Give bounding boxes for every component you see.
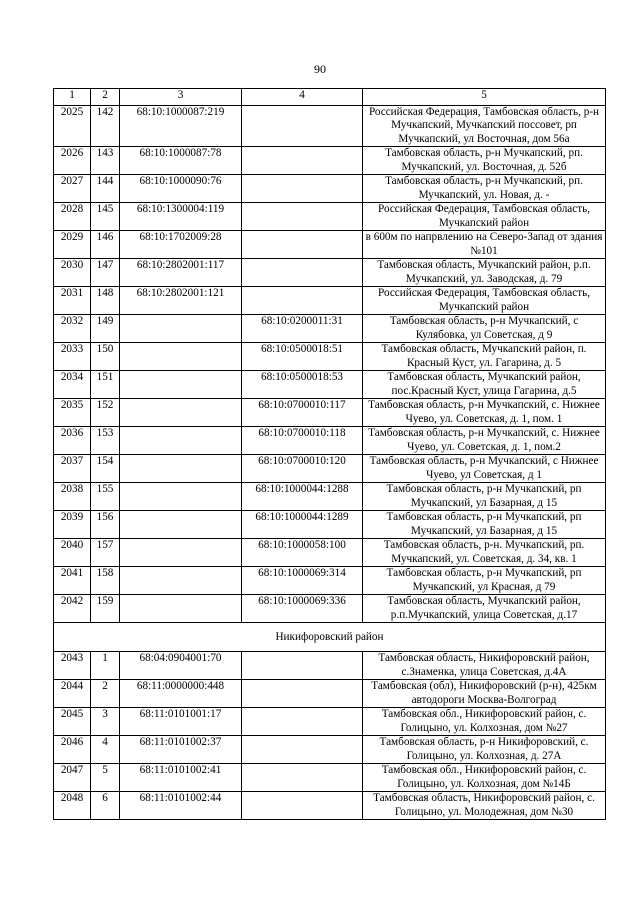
building-cadastral-number-cell	[242, 147, 363, 175]
record-number-cell: 2029	[54, 231, 91, 259]
cadastral-number-cell: 68:10:1702009:28	[120, 231, 242, 259]
building-cadastral-number-cell	[242, 680, 363, 708]
cadastral-number-cell: 68:10:1000087:219	[120, 106, 242, 147]
local-number-cell: 159	[91, 595, 120, 623]
cadastral-number-cell: 68:11:0101001:17	[120, 708, 242, 736]
local-number-cell: 151	[91, 371, 120, 399]
cadastral-number-cell	[120, 315, 242, 343]
address-cell: Тамбовская область, р-н Мучкапский, с Кулябовка, ул Советская, д 9	[363, 315, 606, 343]
table-row	[54, 595, 606, 623]
record-number-cell: 2041	[54, 567, 91, 595]
cadastral-number-cell	[120, 511, 242, 539]
address-cell: Тамбовская область, р-н Мучкапский, рп. Мучкапский, ул. Восточная, д. 52б	[363, 147, 606, 175]
table-row	[54, 371, 606, 399]
local-number-cell: 153	[91, 427, 120, 455]
building-cadastral-number-cell: 68:10:0700010:117	[242, 399, 363, 427]
address-cell: Тамбовская область, р-н Мучкапский, рп. Мучкапский, ул. Новая, д. -	[363, 175, 606, 203]
address-cell: Тамбовская область, р-н Мучкапский, с Нижнее Чуево, ул Советская, д 1	[363, 455, 606, 483]
record-number-cell: 2033	[54, 343, 91, 371]
building-cadastral-number-cell: 68:10:1000044:1288	[242, 483, 363, 511]
header-col-2: 2	[91, 89, 120, 106]
building-cadastral-number-cell: 68:10:0200011:31	[242, 315, 363, 343]
table-row	[54, 287, 606, 315]
record-number-cell: 2040	[54, 539, 91, 567]
cadastral-number-cell: 68:11:0000000:448	[120, 680, 242, 708]
record-number-cell: 2028	[54, 203, 91, 231]
table-row	[54, 511, 606, 539]
building-cadastral-number-cell	[242, 652, 363, 680]
record-number-cell: 2043	[54, 652, 91, 680]
cadastral-number-cell: 68:04:0904001:70	[120, 652, 242, 680]
table-row	[54, 203, 606, 231]
record-number-cell: 2044	[54, 680, 91, 708]
record-number-cell: 2037	[54, 455, 91, 483]
address-cell: Тамбовская область, р-н Мучкапский, рп Мучкапский, ул Базарная, д 15	[363, 511, 606, 539]
table-row	[54, 399, 606, 427]
building-cadastral-number-cell: 68:10:0500018:51	[242, 343, 363, 371]
building-cadastral-number-cell: 68:10:0700010:118	[242, 427, 363, 455]
building-cadastral-number-cell: 68:10:1000058:100	[242, 539, 363, 567]
local-number-cell: 148	[91, 287, 120, 315]
table-header	[54, 89, 606, 106]
address-cell: Тамбовская область, р-н Никифоровский, с. Голицыно, ул. Колхозная, д. 27А	[363, 736, 606, 764]
address-cell: в 600м по напрвлению на Северо-Запад от здания №101	[363, 231, 606, 259]
local-number-cell: 157	[91, 539, 120, 567]
address-cell: Российская Федерация, Тамбовская область, Мучкапский район	[363, 287, 606, 315]
local-number-cell: 146	[91, 231, 120, 259]
record-number-cell: 2048	[54, 792, 91, 820]
property-registry-table	[53, 88, 606, 820]
local-number-cell: 4	[91, 736, 120, 764]
building-cadastral-number-cell	[242, 203, 363, 231]
cadastral-number-cell	[120, 539, 242, 567]
table-row	[54, 539, 606, 567]
building-cadastral-number-cell: 68:10:0700010:120	[242, 455, 363, 483]
building-cadastral-number-cell	[242, 259, 363, 287]
record-number-cell: 2030	[54, 259, 91, 287]
building-cadastral-number-cell: 68:10:1000069:336	[242, 595, 363, 623]
cadastral-number-cell	[120, 455, 242, 483]
local-number-cell: 155	[91, 483, 120, 511]
building-cadastral-number-cell: 68:10:1000069:314	[242, 567, 363, 595]
address-cell: Тамбовская область, Никифоровский район, с.Знаменка, улица Советская, д.4А	[363, 652, 606, 680]
address-cell: Тамбовская область, Мучкапский район, р.п. Мучкапский, ул. Заводская, д. 79	[363, 259, 606, 287]
cadastral-number-cell: 68:10:2802001:121	[120, 287, 242, 315]
record-number-cell: 2035	[54, 399, 91, 427]
local-number-cell: 2	[91, 680, 120, 708]
address-cell: Тамбовская (обл), Никифоровский (р-н), 425км автодороги Москва-Волгоград	[363, 680, 606, 708]
table-row	[54, 315, 606, 343]
building-cadastral-number-cell	[242, 736, 363, 764]
local-number-cell: 158	[91, 567, 120, 595]
address-cell: Российская Федерация, Тамбовская область, Мучкапский район	[363, 203, 606, 231]
table-row	[54, 708, 606, 736]
local-number-cell: 1	[91, 652, 120, 680]
record-number-cell: 2042	[54, 595, 91, 623]
mukapsky-rows	[54, 106, 606, 623]
section-title: Никифоровский район	[54, 623, 606, 652]
local-number-cell: 150	[91, 343, 120, 371]
section-header-row	[54, 623, 606, 652]
table-row	[54, 764, 606, 792]
local-number-cell: 6	[91, 792, 120, 820]
local-number-cell: 149	[91, 315, 120, 343]
record-number-cell: 2036	[54, 427, 91, 455]
table-row	[54, 175, 606, 203]
address-cell: Тамбовская область, Никифоровский район, с. Голицыно, ул. Молодежная, дом №30	[363, 792, 606, 820]
record-number-cell: 2039	[54, 511, 91, 539]
building-cadastral-number-cell: 68:10:0500018:53	[242, 371, 363, 399]
section-header-group	[54, 623, 606, 652]
building-cadastral-number-cell	[242, 106, 363, 147]
building-cadastral-number-cell	[242, 231, 363, 259]
building-cadastral-number-cell: 68:10:1000044:1289	[242, 511, 363, 539]
table-row	[54, 259, 606, 287]
table-row	[54, 231, 606, 259]
cadastral-number-cell: 68:10:1000090:76	[120, 175, 242, 203]
address-cell: Российская Федерация, Тамбовская область, р-н Мучкапский, Мучкапский поссовет, рп Мучкапский, ул Восточная, дом 56а	[363, 106, 606, 147]
cadastral-number-cell	[120, 399, 242, 427]
address-cell: Тамбовская обл., Никифоровский район, с. Голицыно, ул. Колхозная, дом №14Б	[363, 764, 606, 792]
local-number-cell: 142	[91, 106, 120, 147]
address-cell: Тамбовская область, р-н Мучкапский, с. Нижнее Чуево, ул. Советская, д. 1, пом.2	[363, 427, 606, 455]
table-row	[54, 483, 606, 511]
local-number-cell: 152	[91, 399, 120, 427]
record-number-cell: 2027	[54, 175, 91, 203]
header-col-3: 3	[120, 89, 242, 106]
local-number-cell: 147	[91, 259, 120, 287]
address-cell: Тамбовская область, Мучкапский район, п. Красный Куст, ул. Гагарина, д. 5	[363, 343, 606, 371]
table-row	[54, 147, 606, 175]
local-number-cell: 5	[91, 764, 120, 792]
address-cell: Тамбовская область, р-н Мучкапский, с. Нижнее Чуево, ул. Советская, д. 1, пом. 1	[363, 399, 606, 427]
building-cadastral-number-cell	[242, 708, 363, 736]
record-number-cell: 2038	[54, 483, 91, 511]
cadastral-number-cell: 68:10:2802001:117	[120, 259, 242, 287]
table-row	[54, 455, 606, 483]
cadastral-number-cell	[120, 595, 242, 623]
cadastral-number-cell: 68:11:0101002:41	[120, 764, 242, 792]
record-number-cell: 2034	[54, 371, 91, 399]
address-cell: Тамбовская область, р-н Мучкапский, рп Мучкапский, ул Красная, д 79	[363, 567, 606, 595]
building-cadastral-number-cell	[242, 287, 363, 315]
local-number-cell: 156	[91, 511, 120, 539]
table-row	[54, 792, 606, 820]
cadastral-number-cell	[120, 567, 242, 595]
building-cadastral-number-cell	[242, 792, 363, 820]
address-cell: Тамбовская обл., Никифоровский район, с. Голицыно, ул. Колхозная, дом №27	[363, 708, 606, 736]
table-row	[54, 736, 606, 764]
building-cadastral-number-cell	[242, 175, 363, 203]
cadastral-number-cell	[120, 371, 242, 399]
record-number-cell: 2025	[54, 106, 91, 147]
header-col-1: 1	[54, 89, 91, 106]
record-number-cell: 2045	[54, 708, 91, 736]
table-row	[54, 652, 606, 680]
cadastral-number-cell: 68:10:1000087:78	[120, 147, 242, 175]
cadastral-number-cell: 68:10:1300004:119	[120, 203, 242, 231]
local-number-cell: 154	[91, 455, 120, 483]
table-row	[54, 427, 606, 455]
cadastral-number-cell: 68:11:0101002:37	[120, 736, 242, 764]
cadastral-number-cell: 68:11:0101002:44	[120, 792, 242, 820]
header-col-4: 4	[242, 89, 363, 106]
record-number-cell: 2032	[54, 315, 91, 343]
local-number-cell: 3	[91, 708, 120, 736]
cadastral-number-cell	[120, 343, 242, 371]
cadastral-number-cell	[120, 483, 242, 511]
local-number-cell: 143	[91, 147, 120, 175]
table-row	[54, 106, 606, 147]
header-col-5: 5	[363, 89, 606, 106]
record-number-cell: 2026	[54, 147, 91, 175]
record-number-cell: 2046	[54, 736, 91, 764]
local-number-cell: 144	[91, 175, 120, 203]
local-number-cell: 145	[91, 203, 120, 231]
header-row	[54, 89, 606, 106]
building-cadastral-number-cell	[242, 764, 363, 792]
address-cell: Тамбовская область, Мучкапский район, р.п.Мучкапский, улица Советская, д.17	[363, 595, 606, 623]
nikiforovsky-rows	[54, 652, 606, 820]
cadastral-number-cell	[120, 427, 242, 455]
address-cell: Тамбовская область, р-н Мучкапский, рп Мучкапский, ул Базарная, д 15	[363, 483, 606, 511]
record-number-cell: 2047	[54, 764, 91, 792]
table-row	[54, 567, 606, 595]
page-number: 90	[314, 62, 326, 76]
record-number-cell: 2031	[54, 287, 91, 315]
address-cell: Тамбовская область, р-н. Мучкапский, рп. Мучкапский, ул. Советская, д. 34, кв. 1	[363, 539, 606, 567]
address-cell: Тамбовская область, Мучкапский район, пос.Красный Куст, улица Гагарина, д.5	[363, 371, 606, 399]
table-row	[54, 680, 606, 708]
table-row	[54, 343, 606, 371]
